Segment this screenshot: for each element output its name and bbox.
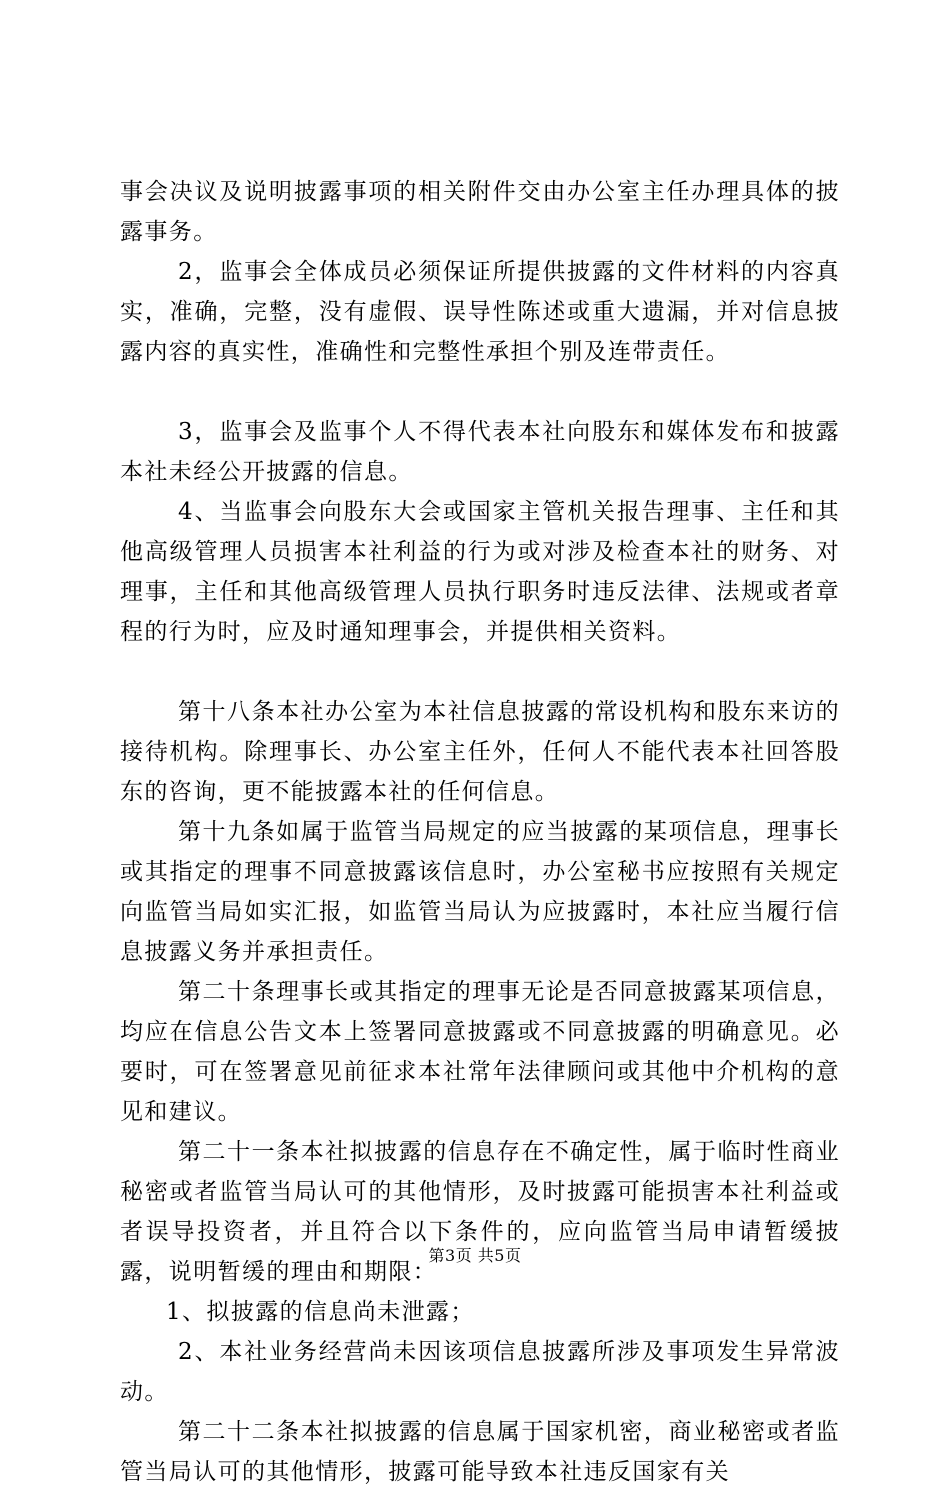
paragraph-article-22: 第二十二条本社拟披露的信息属于国家机密，商业秘密或者监管当局认可的其他情形，披露可能导致本社违反国家有关 [120,1419,840,1485]
blank-line-spacer [120,372,840,412]
paragraph-article-20: 第二十条理事长或其指定的理事无论是否同意披露某项信息，均应在信息公告文本上签署同意披露或不同意披露的明确意见。必要时，可在签署意见前征求本社常年法律顾问或其他中介机构的意见和建议。 [120,979,840,1125]
blank-line-spacer [120,652,840,692]
paragraph-condition-2: 2、本社业务经营尚未因该项信息披露所涉及事项发生异常波动。 [120,1339,840,1405]
paragraph-item-2: 2，监事会全体成员必须保证所提供披露的文件材料的内容真实，准确，完整，没有虚假、误导性陈述或重大遗漏，并对信息披露内容的真实性，准确性和完整性承担个别及连带责任。 [120,259,840,365]
page-number-footer: 第3页 共5页 [428,1246,522,1265]
document-body [120,172,840,1492]
paragraph-article-19: 第十九条如属于监管当局规定的应当披露的某项信息，理事长或其指定的理事不同意披露该信息时，办公室秘书应按照有关规定向监管当局如实汇报，如监管当局认为应披露时，本社应当履行信息披露义务并承担责任。 [120,819,840,965]
paragraph-item-4: 4、当监事会向股东大会或国家主管机关报告理事、主任和其他高级管理人员损害本社利益的行为或对涉及检查本社的财务、对理事，主任和其他高级管理人员执行职务时违反法律、法规或者章程的行为时，应及时通知理事会，并提供相关资料。 [120,499,840,645]
paragraph-item-3: 3，监事会及监事个人不得代表本社向股东和媒体发布和披露本社未经公开披露的信息。 [120,419,840,485]
paragraph-article-21: 第二十一条本社拟披露的信息存在不确定性，属于临时性商业秘密或者监管当局认可的其他情形，及时披露可能损害本社利益或者误导投资者，并且符合以下条件的，应向监管当局申请暂缓披露，说明暂缓的理由和期限： [120,1139,840,1285]
paragraph-continuation: 事会决议及说明披露事项的相关附件交由办公室主任办理具体的披露事务。 [120,179,840,245]
paragraph-condition-1: 1、拟披露的信息尚未泄露； [166,1299,475,1325]
paragraph-article-18: 第十八条本社办公室为本社信息披露的常设机构和股东来访的接待机构。除理事长、办公室主任外，任何人不能代表本社回答股东的咨询，更不能披露本社的任何信息。 [120,699,840,805]
